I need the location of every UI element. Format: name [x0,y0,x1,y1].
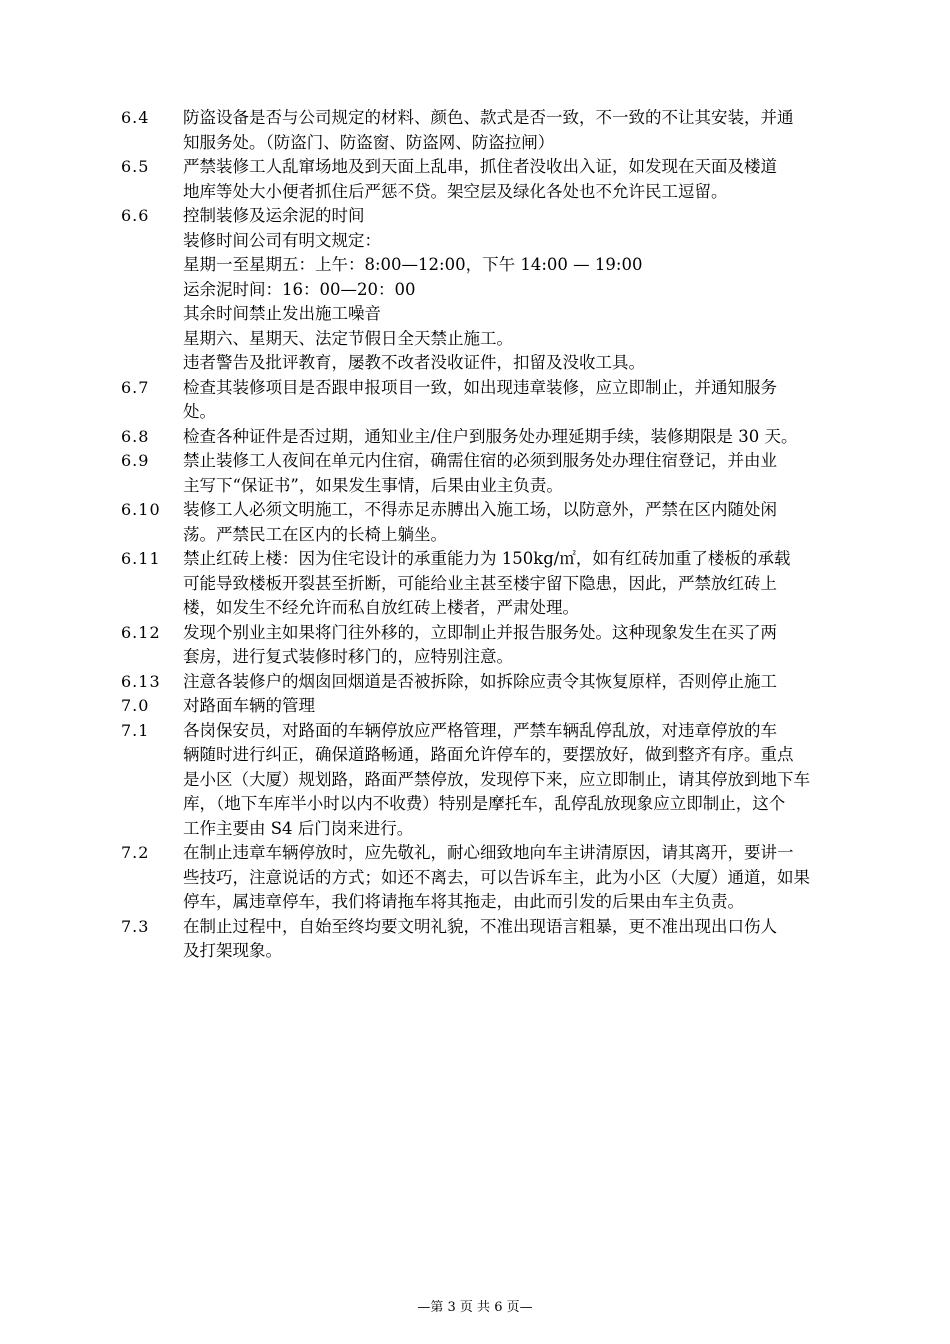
clause-number: 7.2 [121,843,150,862]
clause-item [121,425,871,450]
clause-item [121,670,871,695]
clause-text-line: 在制止过程中，自始至终均要文明礼貌，不准出现语言粗暴，更不准出现出口伤人 [183,916,777,936]
clause-text-line: 在制止违章车辆停放时，应先敬礼，耐心细致地向车主讲清原因，请其离开，要讲一 [183,843,794,862]
clause-text-line: 对路面车辆的管理 [183,696,315,715]
clause-text-line: 星期六、星期天、法定节假日全天禁止施工。 [183,328,513,348]
clause-text-line: 防盗设备是否与公司规定的材料、颜色、款式是否一致，不一致的不让其安装，并通 [183,108,794,127]
clause-number: 6.8 [121,426,150,446]
clause-item [121,719,871,842]
clause-item [121,694,871,719]
clause-item [121,547,871,621]
clause-text-line: 装修工人必须文明施工，不得赤足赤膊出入施工场，以防意外，严禁在区内随处闲 [183,500,777,519]
clause-text-line: 检查各种证件是否过期，通知业主/住户到服务处办理延期手续，装修期限是 30 天。 [183,426,798,446]
clause-text-line: 运余泥时间：16：00—20：00 [183,279,416,299]
clause-text-line: 套房，进行复式装修时移门的，应特别注意。 [183,647,513,666]
clause-item [121,376,871,425]
clause-text-line: 控制装修及运余泥的时间 [183,206,365,225]
clause-text-line: 主写下“保证书”，如果发生事情，后果由业主负责。 [183,475,563,495]
clause-item [121,915,871,964]
clause-text-line: 辆随时进行纠正，确保道路畅通，路面允许停车的，要摆放好，做到整齐有序。重点 [183,745,794,764]
clause-text-line: 荡。严禁民工在区内的长椅上躺坐。 [183,524,447,544]
clause-text-line: 星期一至星期五：上午：8:00—12:00，下午 14:00 — 19:00 [183,255,643,274]
clause-text-line: 其余时间禁止发出施工噪音 [183,304,381,323]
clause-item [121,498,871,547]
clause-number: 7.0 [121,696,150,715]
clause-number: 6.11 [121,549,161,568]
clause-text-line: 知服务处。（防盗门、防盗窗、防盗网、防盗拉闸） [183,132,555,152]
clause-text-line: 地库等处大小便者抓住后严惩不贷。架空层及绿化各处也不允许民工逗留。 [183,181,728,201]
clause-text-line: 可能导致楼板开裂甚至折断，可能给业主甚至楼宇留下隐患，因此，严禁放红砖上 [183,573,777,593]
clause-number: 6.5 [121,157,150,176]
clause-item [121,621,871,670]
clause-text-line: 各岗保安员，对路面的车辆停放应严格管理，严禁车辆乱停乱放，对违章停放的车 [183,720,777,740]
clause-text-line: 严禁装修工人乱窜场地及到天面上乱串，抓住者没收出入证，如发现在天面及楼道 [183,157,777,176]
clause-number: 6.6 [121,206,150,225]
clause-item [121,841,871,915]
clause-text-line: 违者警告及批评教育，屡教不改者没收证件，扣留及没收工具。 [183,353,645,372]
clause-text-line: 及打架现象。 [183,941,282,960]
clause-number: 6.4 [121,108,150,127]
clause-text-line: 检查其装修项目是否跟申报项目一致，如出现违章装修，应立即制止，并通知服务 [183,377,777,397]
clause-text-line: 注意各装修户的烟囱回烟道是否被拆除，如拆除应责令其恢复原样，否则停止施工 [183,671,777,691]
clause-text-line: 库，（地下车库半小时以内不收费）特别是摩托车，乱停乱放现象应立即制止，这个 [183,794,786,813]
clause-item [121,204,871,376]
clause-item [121,155,871,204]
clause-text-line: 些技巧，注意说话的方式；如还不离去，可以告诉车主，此为小区（大厦）通道，如果 [183,867,810,887]
clause-text-line: 发现个别业主如果将门往外移的，立即制止并报告服务处。这种现象发生在买了两 [183,622,777,642]
clause-text-line: 处。 [183,402,216,421]
clause-text-line: 楼，如发生不经允许而私自放红砖上楼者，严肃处理。 [183,598,579,617]
page-footer: —第 3 页 共 6 页— [417,1300,533,1315]
clause-number: 6.10 [121,500,161,519]
clause-number: 7.3 [121,916,150,936]
clause-text-line: 装修时间公司有明文规定： [183,230,381,250]
clause-text-line: 禁止装修工人夜间在单元内住宿，确需住宿的必须到服务处办理住宿登记，并由业 [183,451,777,470]
document-body [121,106,871,964]
clause-item [121,449,871,498]
clause-text-line: 工作主要由 S4 后门岗来进行。 [183,818,414,838]
clause-text-line: 是小区（大厦）规划路，路面严禁停放，发现停下来，应立即制止，请其停放到地下车 [183,769,810,789]
clause-number: 6.12 [121,622,161,642]
clause-number: 6.7 [121,377,150,397]
clause-number: 7.1 [121,720,150,740]
clause-text-line: 停车，属违章停车，我们将请拖车将其拖走，由此而引发的后果由车主负责。 [183,892,744,911]
clause-text-line: 禁止红砖上楼：因为住宅设计的承重能力为 150kg/㎡，如有红砖加重了楼板的承载 [183,549,791,568]
clause-item [121,106,871,155]
clause-number: 6.9 [121,451,150,470]
clause-number: 6.13 [121,671,161,691]
